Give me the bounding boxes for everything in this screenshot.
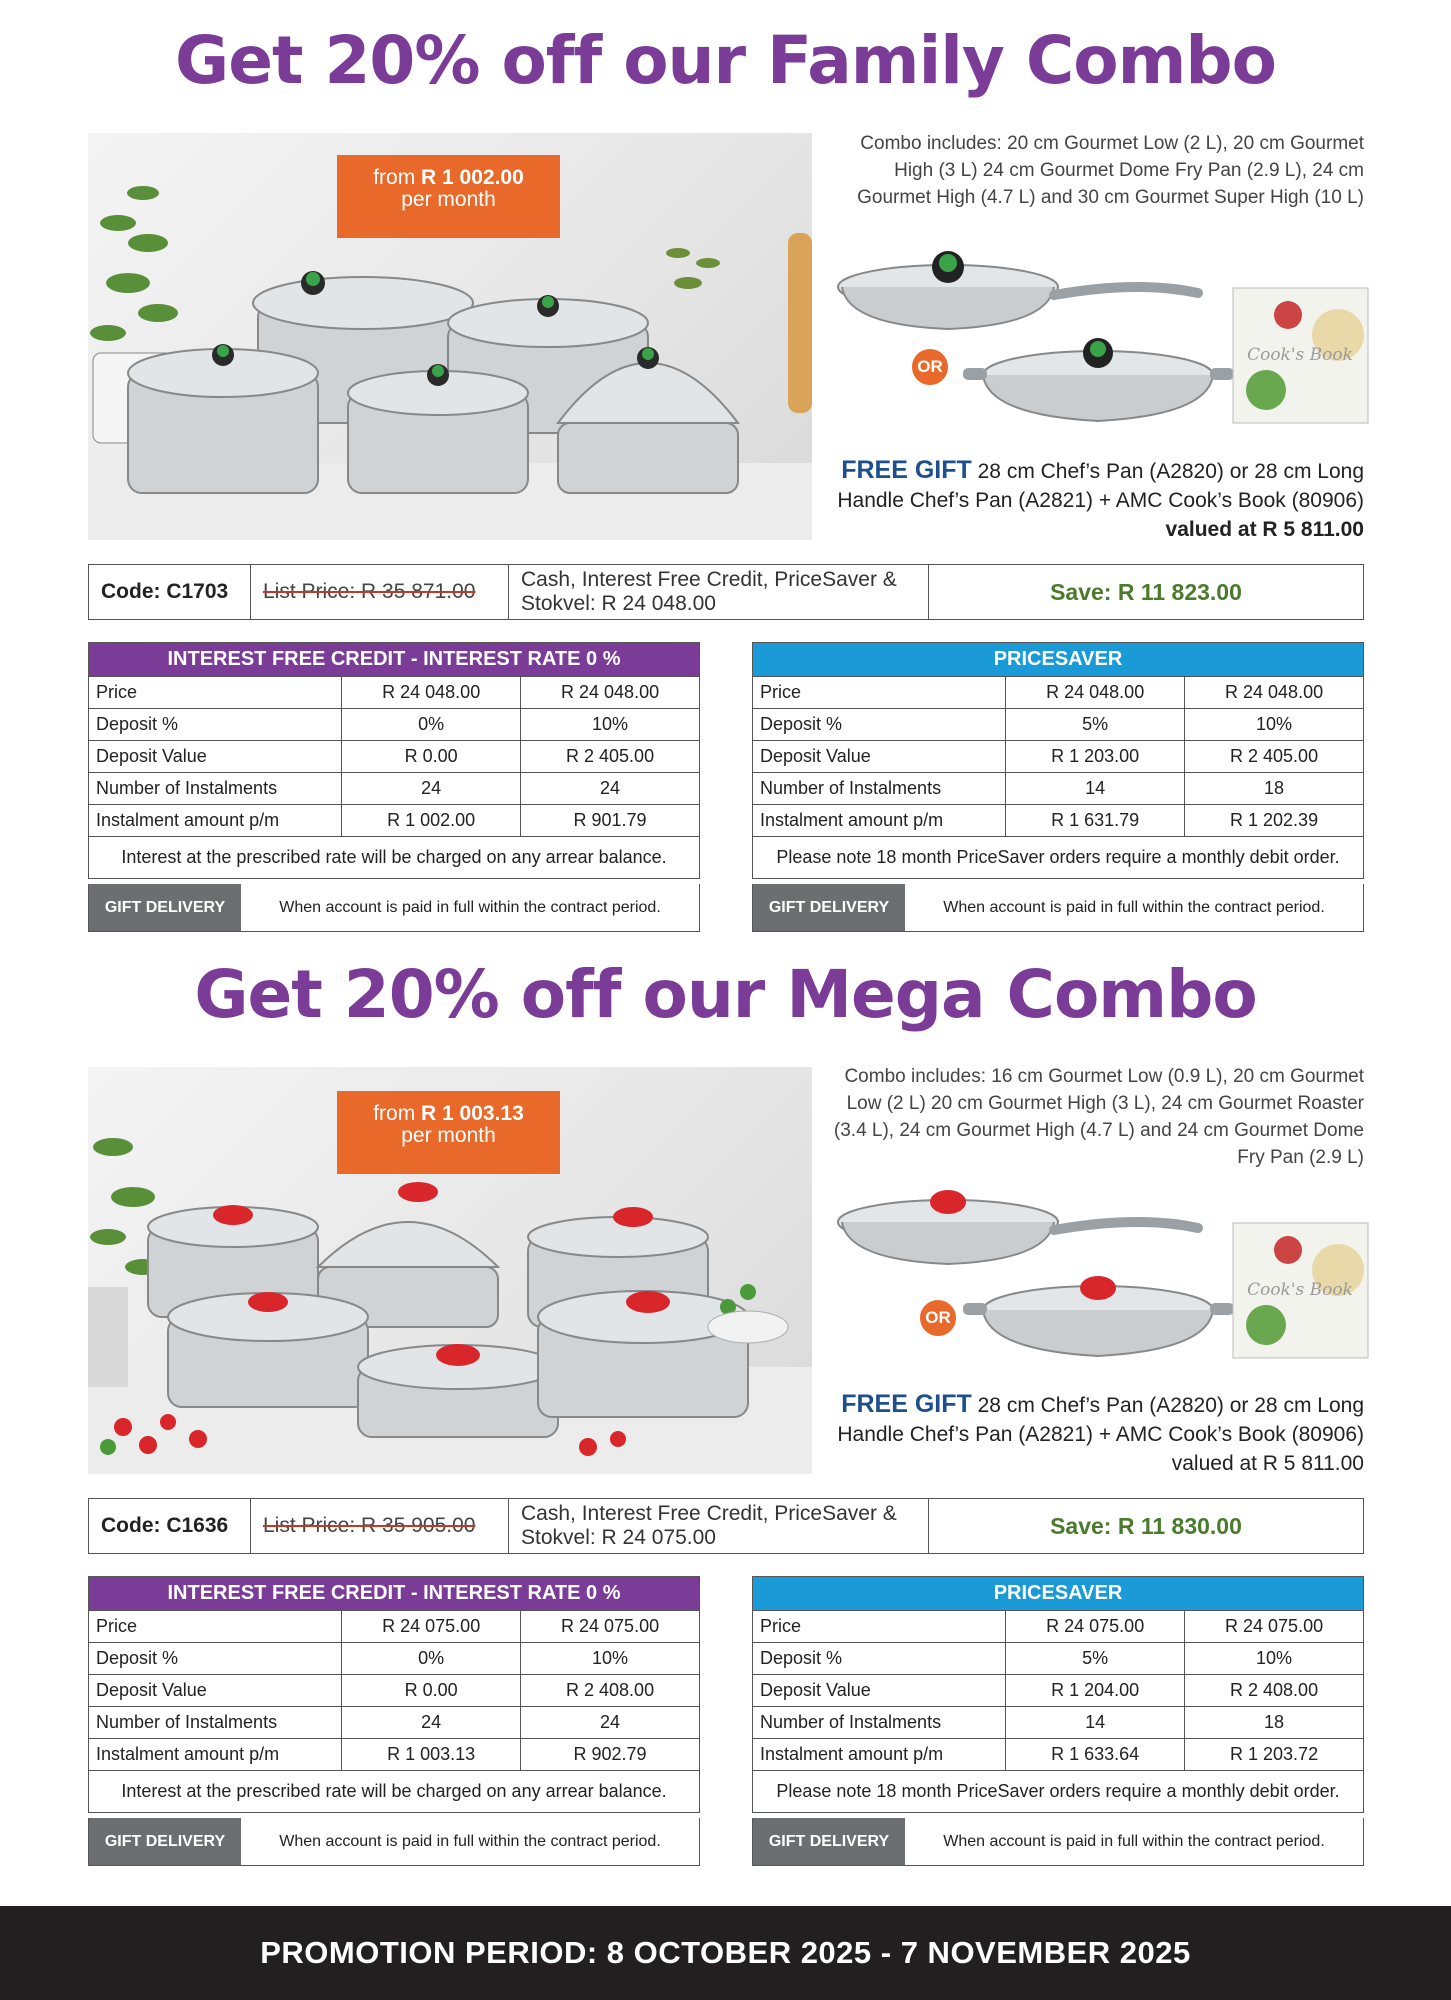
free-gift-text: 28 cm Chef’s Pan (A2820) or 28 cm Long Handle Chef’s Pan (A2821) + AMC Cook’s Book (80906)	[837, 460, 1364, 512]
mega-ps-gift-delivery	[752, 1818, 1364, 1866]
gift-delivery-text: When account is paid in full within the contract period.	[943, 1832, 1325, 1850]
family-cookware-photo	[88, 133, 812, 540]
family-code-bar	[88, 564, 1364, 620]
family-ps-gift-delivery	[752, 884, 1364, 932]
mega-free-gift	[820, 1390, 1364, 1478]
table-row: Instalment amount p/m R 1 003.13 R 902.79	[89, 1739, 700, 1771]
gift-delivery-label: GIFT DELIVERY	[753, 1818, 905, 1865]
table-header: PRICESAVER	[753, 1577, 1364, 1611]
table-row: Instalment amount p/m R 1 633.64 R 1 203.72	[753, 1739, 1364, 1771]
cash-price: Cash, Interest Free Credit, PriceSaver & Stokvel: R 24 075.00	[509, 1499, 929, 1553]
table-note: Please note 18 month PriceSaver orders require a monthly debit order.	[753, 1771, 1364, 1813]
cash-price: Cash, Interest Free Credit, PriceSaver & Stokvel: R 24 048.00	[509, 565, 929, 619]
gift-delivery-text: When account is paid in full within the contract period.	[943, 898, 1325, 916]
table-row: Price R 24 075.00 R 24 075.00	[753, 1611, 1364, 1643]
product-code: Code: C1636	[89, 1499, 251, 1553]
family-or-badge: OR	[910, 347, 950, 387]
table-row: Price R 24 048.00 R 24 048.00	[89, 677, 700, 709]
table-row: Price R 24 048.00 R 24 048.00	[753, 677, 1364, 709]
family-combo-includes: Combo includes: 20 cm Gourmet Low (2 L), 20 cm Gourmet High (3 L) 24 cm Gourmet Dome Fry Pan (2.9 L), 24 cm Gourmet High (4.7 L) and 30 cm Gourmet Super High (10 L)	[857, 133, 1364, 208]
from-label: from	[373, 166, 416, 189]
list-price: List Price: R 35 871.00	[251, 565, 509, 619]
family-ifc-gift-delivery	[88, 884, 700, 932]
mega-code-bar	[88, 1498, 1364, 1554]
mega-ifc-gift-delivery	[88, 1818, 700, 1866]
free-gift-value: valued at R 5 811.00	[1165, 518, 1364, 541]
family-from-price: R 1 002.00	[421, 166, 524, 189]
free-gift-value: valued at R 5 811.00	[1171, 1452, 1364, 1475]
table-header: INTEREST FREE CREDIT - INTEREST RATE 0 %	[89, 1577, 700, 1611]
mega-from-price: R 1 003.13	[421, 1102, 524, 1125]
book-title: Cook's Book	[1247, 1280, 1353, 1300]
table-note: Interest at the prescribed rate will be charged on any arrear balance.	[89, 837, 700, 879]
product-code: Code: C1703	[89, 565, 251, 619]
table-row: Deposit % 5% 10%	[753, 709, 1364, 741]
table-row: Number of Instalments 14 18	[753, 1707, 1364, 1739]
table-row: Deposit Value R 0.00 R 2 408.00	[89, 1675, 700, 1707]
mega-headline: Get 20% off our Mega Combo	[194, 956, 1257, 1033]
save-amount: Save: R 11 823.00	[1050, 578, 1242, 605]
table-row: Price R 24 075.00 R 24 075.00	[89, 1611, 700, 1643]
table-header: INTEREST FREE CREDIT - INTEREST RATE 0 %	[89, 643, 700, 677]
family-pricesaver-table	[752, 642, 1364, 879]
table-header: PRICESAVER	[753, 643, 1364, 677]
mega-interest-free-credit-table	[88, 1576, 700, 1813]
mega-pricesaver-table	[752, 1576, 1364, 1813]
list-price: List Price: R 35 905.00	[251, 1499, 509, 1553]
family-headline: Get 20% off our Family Combo	[175, 22, 1276, 99]
family-free-gift	[820, 456, 1364, 544]
table-row: Deposit Value R 0.00 R 2 405.00	[89, 741, 700, 773]
free-gift-title: FREE GIFT	[841, 456, 972, 484]
gift-delivery-text: When account is paid in full within the contract period.	[279, 898, 661, 916]
table-row: Number of Instalments 24 24	[89, 773, 700, 805]
table-row: Deposit % 0% 10%	[89, 709, 700, 741]
table-note: Interest at the prescribed rate will be charged on any arrear balance.	[89, 1771, 700, 1813]
mega-gift-image	[818, 1160, 1378, 1375]
save-amount: Save: R 11 830.00	[1050, 1512, 1242, 1539]
table-row: Deposit % 5% 10%	[753, 1643, 1364, 1675]
gift-delivery-label: GIFT DELIVERY	[89, 1818, 241, 1865]
family-gift-image	[818, 225, 1378, 440]
table-row: Instalment amount p/m R 1 631.79 R 1 202.39	[753, 805, 1364, 837]
mega-combo-includes: Combo includes: 16 cm Gourmet Low (0.9 L), 20 cm Gourmet Low (2 L) 20 cm Gourmet High (3 L), 24 cm Gourmet Roaster (3.4 L), 24 cm Gourmet High (4.7 L) and 24 cm Gourmet Dome Fry Pan (2.9 L)	[833, 1066, 1364, 1168]
family-interest-free-credit-table	[88, 642, 700, 879]
per-month-label: per month	[401, 188, 496, 211]
mega-cookware-photo	[88, 1067, 812, 1474]
per-month-label: per month	[401, 1124, 496, 1147]
table-row: Number of Instalments 14 18	[753, 773, 1364, 805]
mega-price-tag	[337, 1091, 560, 1174]
free-gift-text: 28 cm Chef’s Pan (A2820) or 28 cm Long Handle Chef’s Pan (A2821) + AMC Cook’s Book (80906)	[837, 1394, 1364, 1446]
table-row: Number of Instalments 24 24	[89, 1707, 700, 1739]
gift-delivery-label: GIFT DELIVERY	[89, 884, 241, 931]
mega-or-badge: OR	[918, 1298, 958, 1338]
table-row: Deposit Value R 1 203.00 R 2 405.00	[753, 741, 1364, 773]
family-price-tag	[337, 155, 560, 238]
book-title: Cook's Book	[1247, 345, 1353, 365]
table-note: Please note 18 month PriceSaver orders require a monthly debit order.	[753, 837, 1364, 879]
free-gift-title: FREE GIFT	[841, 1390, 972, 1418]
from-label: from	[373, 1102, 416, 1125]
gift-delivery-text: When account is paid in full within the contract period.	[279, 1832, 661, 1850]
promotion-period-footer: PROMOTION PERIOD: 8 OCTOBER 2025 - 7 NOVEMBER 2025	[0, 1906, 1451, 2000]
table-row: Instalment amount p/m R 1 002.00 R 901.79	[89, 805, 700, 837]
table-row: Deposit Value R 1 204.00 R 2 408.00	[753, 1675, 1364, 1707]
gift-delivery-label: GIFT DELIVERY	[753, 884, 905, 931]
table-row: Deposit % 0% 10%	[89, 1643, 700, 1675]
